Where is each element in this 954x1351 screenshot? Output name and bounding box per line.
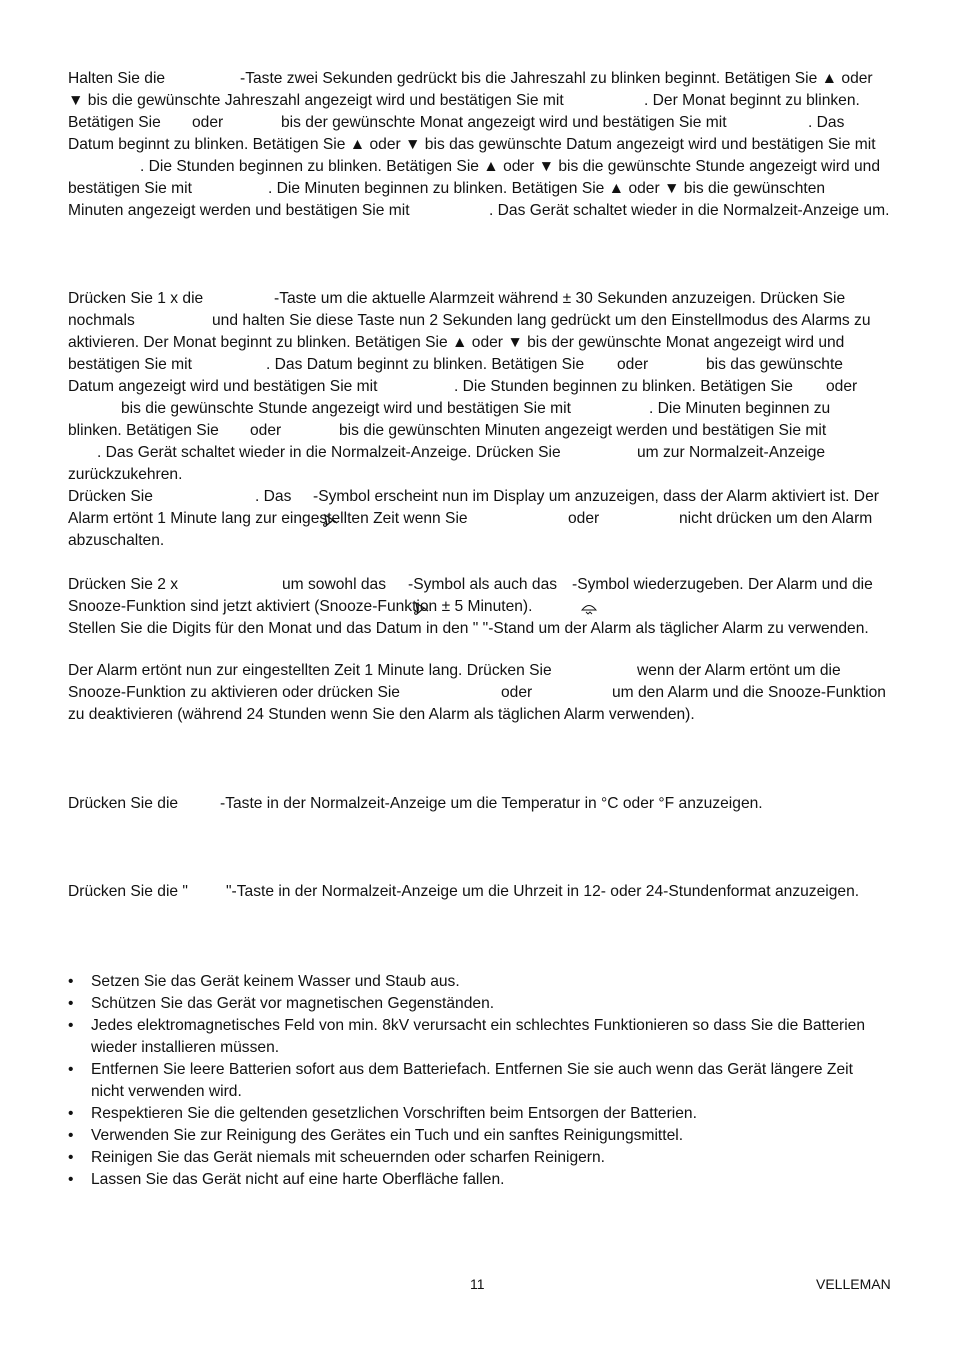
text-segment: oder <box>501 684 533 701</box>
text-line <box>68 442 898 464</box>
list-item <box>68 1147 898 1169</box>
list-item <box>68 1103 898 1125</box>
text-line: • Entfernen Sie leere Batterien sofort aus dem Batteriefach. Entfernen Sie sie auch wenn das Gerät längere Zeit <box>91 1061 853 1078</box>
text-segment: Der Alarm ertönt nun zur eingestellten Zeit 1 Minute lang. Drücken Sie <box>68 662 552 679</box>
text-segment: Datum angezeigt wird und bestätigen Sie mit <box>68 378 378 395</box>
text-segment: . Die Minuten beginnen zu <box>649 400 831 417</box>
text-line <box>68 376 898 398</box>
text-line <box>68 200 898 222</box>
text-line: • Verwenden Sie zur Reinigung des Gerätes ein Tuch und ein sanftes Reinigungsmittel. <box>91 1127 684 1144</box>
text-segment: oder <box>250 422 282 439</box>
text-segment: Drücken Sie <box>68 488 153 505</box>
text-segment: oder <box>617 356 649 373</box>
text-segment: . Der Monat beginnt zu blinken. <box>644 92 860 109</box>
text-line <box>68 156 898 178</box>
text-segment: "-Taste in der Normalzeit-Anzeige um die Uhrzeit in 12- oder 24-Stundenformat anzuzeigen. <box>226 883 860 900</box>
text-segment: oder <box>826 378 858 395</box>
text-segment: um den Alarm und die Snooze-Funktion <box>612 684 886 701</box>
text-segment: abzuschalten. <box>68 532 165 549</box>
text-line <box>68 596 898 618</box>
time-format-paragraph <box>68 881 898 903</box>
text-line: • Setzen Sie das Gerät keinem Wasser und Staub aus. <box>91 973 460 990</box>
text-line <box>68 508 898 530</box>
text-segment: Minuten angezeigt werden und bestätigen Sie mit <box>68 202 410 219</box>
text-segment: oder <box>192 114 224 131</box>
text-segment: oder <box>568 510 600 527</box>
text-segment: -Taste um die aktuelle Alarmzeit während ± 30 Sekunden anzuzeigen. Drücken Sie <box>274 290 846 307</box>
text-segment: Betätigen Sie <box>68 114 161 131</box>
text-line <box>68 354 898 376</box>
text-line: nicht verwenden wird. <box>91 1083 242 1100</box>
text-segment: Datum beginnt zu blinken. Betätigen Sie ▲ oder ▼ bis das gewünschte Datum angezeigt wird und bestätigen Sie mit <box>68 136 876 153</box>
text-segment: -Symbol als auch das <box>408 576 558 593</box>
text-segment: . Das Gerät schaltet wieder in die Normalzeit-Anzeige. Drücken Sie <box>97 444 561 461</box>
text-line: • Schützen Sie das Gerät vor magnetischen Gegenständen. <box>91 995 495 1012</box>
text-segment: aktivieren. Der Monat beginnt zu blinken. Betätigen Sie ▲ oder ▼ bis der gewünschte Monat angezeigt wird und <box>68 334 845 351</box>
text-segment: Drücken Sie 2 x <box>68 576 179 593</box>
text-segment: bestätigen Sie mit <box>68 180 192 197</box>
text-segment: um sowohl das <box>282 576 387 593</box>
text-segment: bis die gewünschten Minuten angezeigt werden und bestätigen Sie mit <box>339 422 827 439</box>
text-segment: um zur Normalzeit-Anzeige <box>637 444 826 461</box>
text-line <box>68 793 898 815</box>
text-segment: Stellen Sie die Digits für den Monat und das Datum in den " "-Stand um der Alarm als täglicher Alarm zu verwenden. <box>68 620 869 637</box>
text-segment: bis die gewünschte Stunde angezeigt wird und bestätigen Sie mit <box>121 400 571 417</box>
text-segment: -Symbol wiederzugeben. Der Alarm und die <box>572 576 873 593</box>
text-line <box>68 112 898 134</box>
list-item <box>68 1059 898 1103</box>
text-segment: Alarm ertönt 1 Minute lang zur eingestellten Zeit wenn Sie <box>68 510 468 527</box>
text-segment: nochmals <box>68 312 135 329</box>
text-segment: . Die Stunden beginnen zu blinken. Betätigen Sie <box>454 378 793 395</box>
text-line <box>68 420 898 442</box>
text-segment: Drücken Sie die <box>68 795 179 812</box>
text-segment: bis der gewünschte Monat angezeigt wird und bestätigen Sie mit <box>281 114 727 131</box>
time-setting-paragraph <box>68 68 898 222</box>
text-segment: und halten Sie diese Taste nun 2 Sekunden lang gedrückt um den Einstellmodus des Alarms zu <box>212 312 871 329</box>
text-segment: Snooze-Funktion sind jetzt aktiviert (Snooze-Funktion ± 5 Minuten). <box>68 598 533 615</box>
text-segment: . Das <box>808 114 845 131</box>
text-segment: bis das gewünschte <box>706 356 843 373</box>
page-number: 11 <box>470 1276 485 1292</box>
text-segment: . Die Minuten beginnen zu blinken. Betätigen Sie ▲ oder ▼ bis die gewünschten <box>268 180 826 197</box>
text-line <box>68 530 898 552</box>
alarm-ringing-paragraph <box>68 660 898 726</box>
text-segment: -Symbol erscheint nun im Display um anzuzeigen, dass der Alarm aktiviert ist. Der <box>313 488 879 505</box>
text-segment: Drücken Sie 1 x die <box>68 290 204 307</box>
maintenance-bullet-list <box>68 971 898 1191</box>
text-segment: Halten Sie die <box>68 70 166 87</box>
text-line <box>68 704 898 726</box>
text-line <box>68 310 898 332</box>
text-segment: Drücken Sie die " <box>68 883 188 900</box>
list-item <box>68 1125 898 1147</box>
text-segment: -Taste zwei Sekunden gedrückt bis die Jahreszahl zu blinken beginnt. Betätigen Sie ▲ oder <box>240 70 873 87</box>
text-line <box>68 486 898 508</box>
text-segment: . Das <box>255 488 292 505</box>
text-segment: bestätigen Sie mit <box>68 356 192 373</box>
text-line <box>68 574 898 596</box>
alarm-setting-paragraph <box>68 288 898 552</box>
text-line: • Respektieren Sie die geltenden gesetzlichen Vorschriften beim Entsorgen der Batterien. <box>91 1105 697 1122</box>
text-line <box>68 881 898 903</box>
text-segment: Snooze-Funktion zu aktivieren oder drücken Sie <box>68 684 400 701</box>
text-segment: ▼ bis die gewünschte Jahreszahl angezeigt wird und bestätigen Sie mit <box>68 92 564 109</box>
text-line <box>68 464 898 486</box>
text-segment: -Taste in der Normalzeit-Anzeige um die Temperatur in °C oder °F anzuzeigen. <box>220 795 763 812</box>
text-line <box>68 134 898 156</box>
list-item <box>68 1015 898 1059</box>
text-line <box>68 618 898 640</box>
text-line <box>68 660 898 682</box>
text-line: wieder installieren müssen. <box>91 1039 280 1056</box>
temperature-paragraph <box>68 793 898 815</box>
text-line <box>68 288 898 310</box>
text-line: • Jedes elektromagnetisches Feld von min. 8kV verursacht ein schlechtes Funktionieren so dass Sie die Batterien <box>91 1017 866 1034</box>
snooze-paragraph <box>68 574 898 640</box>
text-line <box>68 332 898 354</box>
text-segment: blinken. Betätigen Sie <box>68 422 219 439</box>
text-segment: nicht drücken um den Alarm <box>679 510 873 527</box>
text-segment: . Das Datum beginnt zu blinken. Betätigen Sie <box>266 356 585 373</box>
text-segment: . Das Gerät schaltet wieder in die Normalzeit-Anzeige um. <box>489 202 890 219</box>
footer-brand: VELLEMAN <box>816 1276 891 1292</box>
text-line: • Lassen Sie das Gerät nicht auf eine harte Oberfläche fallen. <box>91 1171 505 1188</box>
text-line <box>68 68 898 90</box>
text-segment: wenn der Alarm ertönt um die <box>637 662 841 679</box>
text-line <box>68 398 898 420</box>
text-line <box>68 178 898 200</box>
list-item <box>68 971 898 993</box>
text-line: • Reinigen Sie das Gerät niemals mit scheuernden oder scharfen Reinigern. <box>91 1149 606 1166</box>
list-item <box>68 993 898 1015</box>
text-segment: . Die Stunden beginnen zu blinken. Betätigen Sie ▲ oder ▼ bis die gewünschte Stunde angezeigt wird und <box>140 158 881 175</box>
text-line <box>68 90 898 112</box>
list-item <box>68 1169 898 1191</box>
text-line <box>68 682 898 704</box>
text-segment: zurückzukehren. <box>68 466 183 483</box>
text-segment: zu deaktivieren (während 24 Stunden wenn Sie den Alarm als täglichen Alarm verwenden). <box>68 706 695 723</box>
